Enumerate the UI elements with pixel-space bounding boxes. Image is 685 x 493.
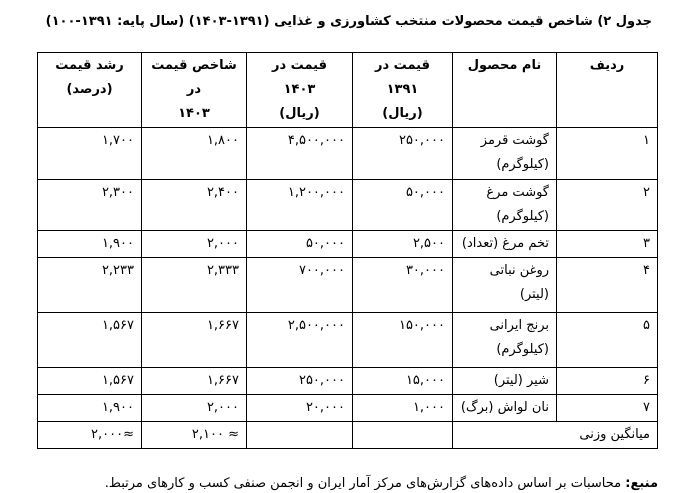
row-number-cell: ۵	[557, 313, 658, 368]
col-header-price-1391: قیمت در ۱۳۹۱ (ریال)	[353, 53, 453, 128]
product-name: روغن نباتی	[489, 263, 549, 278]
table-row	[38, 313, 658, 368]
table-row	[38, 395, 658, 422]
weighted-average-label: میانگین وزنی	[453, 422, 658, 449]
product-unit: (کیلوگرم)	[496, 209, 549, 224]
product-name: نان لواش (برگ)	[460, 400, 549, 415]
index-1403-cell: ۲,۰۰۰	[142, 395, 247, 422]
growth-cell: ۱,۷۰۰	[38, 128, 142, 180]
table-row	[38, 128, 658, 180]
col-header-row-no: ردیف	[557, 53, 658, 128]
product-name: گوشت مرغ	[486, 185, 549, 200]
index-1403-cell: ۲,۰۰۰	[142, 231, 247, 258]
price-1403-cell: ۲۵۰,۰۰۰	[247, 368, 353, 395]
index-1403-cell: ۱,۶۶۷	[142, 368, 247, 395]
index-1403-cell: ۲,۴۰۰	[142, 180, 247, 231]
col-header-index-1403: شاخص قیمت در ۱۴۰۳	[142, 53, 247, 128]
index-1403-cell: ۱,۶۶۷	[142, 313, 247, 368]
price-1403-cell: ۲۰,۰۰۰	[247, 395, 353, 422]
col-header-growth: رشد قیمت (درصد)	[38, 53, 142, 128]
product-name: تخم مرغ (تعداد)	[461, 236, 549, 251]
source-text: محاسبات بر اساس داده‌های گزارش‌های مرکز آمار ایران و انجمن صنفی کسب و کارهای مرتبط.	[104, 476, 626, 491]
table-row	[38, 180, 658, 231]
col-header-price-1403: قیمت در ۱۴۰۳ (ریال)	[247, 53, 353, 128]
price-1391-cell	[353, 422, 453, 449]
price-1403-cell: ۱,۲۰۰,۰۰۰	[247, 180, 353, 231]
row-number-cell: ۲	[557, 180, 658, 231]
price-1391-cell: ۲۵۰,۰۰۰	[353, 128, 453, 180]
product-name: گوشت قرمز	[480, 133, 549, 148]
product-name-cell	[453, 258, 557, 313]
price-1391-cell: ۱,۰۰۰	[353, 395, 453, 422]
price-1403-cell: ۴,۵۰۰,۰۰۰	[247, 128, 353, 180]
weighted-average-row	[38, 422, 658, 449]
row-number-cell: ۳	[557, 231, 658, 258]
product-unit: (کیلوگرم)	[496, 342, 549, 357]
row-number-cell: ۴	[557, 258, 658, 313]
price-1391-cell: ۳۰,۰۰۰	[353, 258, 453, 313]
product-name-cell	[453, 395, 557, 422]
price-1403-cell: ۵۰,۰۰۰	[247, 231, 353, 258]
price-1403-cell	[247, 422, 353, 449]
product-unit: (کیلوگرم)	[496, 157, 549, 172]
growth-cell: ۲,۳۰۰	[38, 180, 142, 231]
product-name-cell	[453, 313, 557, 368]
product-name-cell	[453, 231, 557, 258]
product-name: برنج ایرانی	[489, 318, 549, 333]
index-1403-cell: ۲,۳۳۳	[142, 258, 247, 313]
table-row	[38, 231, 658, 258]
growth-cell: ۱,۵۶۷	[38, 313, 142, 368]
header-row	[38, 53, 658, 128]
index-1403-cell: ≈ ۲,۱۰۰	[142, 422, 247, 449]
table-row	[38, 368, 658, 395]
page-title: جدول ۲) شاخص قیمت محصولات منتخب کشاورزی و غذایی (۱۳۹۱-۱۴۰۳) (سال پایه: ۱۳۹۱-۱۰۰)	[45, 14, 652, 29]
source-note	[38, 474, 658, 493]
product-unit: (لیتر)	[519, 287, 549, 302]
growth-cell: ۱,۵۶۷	[38, 368, 142, 395]
price-1391-cell: ۲,۵۰۰	[353, 231, 453, 258]
product-name-cell	[453, 128, 557, 180]
product-name: شیر (لیتر)	[493, 373, 549, 388]
growth-cell: ≈۲,۰۰۰	[38, 422, 142, 449]
product-name-cell	[453, 180, 557, 231]
source-label: منبع:	[625, 476, 658, 491]
table-row	[38, 258, 658, 313]
row-number-cell: ۱	[557, 128, 658, 180]
row-number-cell: ۷	[557, 395, 658, 422]
col-header-product: نام محصول	[453, 53, 557, 128]
row-number-cell: ۶	[557, 368, 658, 395]
price-1391-cell: ۵۰,۰۰۰	[353, 180, 453, 231]
growth-cell: ۱,۹۰۰	[38, 231, 142, 258]
growth-cell: ۱,۹۰۰	[38, 395, 142, 422]
price-1403-cell: ۷۰۰,۰۰۰	[247, 258, 353, 313]
product-name-cell	[453, 368, 557, 395]
growth-cell: ۲,۲۳۳	[38, 258, 142, 313]
price-1391-cell: ۱۵,۰۰۰	[353, 368, 453, 395]
price-1403-cell: ۲,۵۰۰,۰۰۰	[247, 313, 353, 368]
price-1391-cell: ۱۵۰,۰۰۰	[353, 313, 453, 368]
price-index-table	[37, 52, 658, 449]
index-1403-cell: ۱,۸۰۰	[142, 128, 247, 180]
